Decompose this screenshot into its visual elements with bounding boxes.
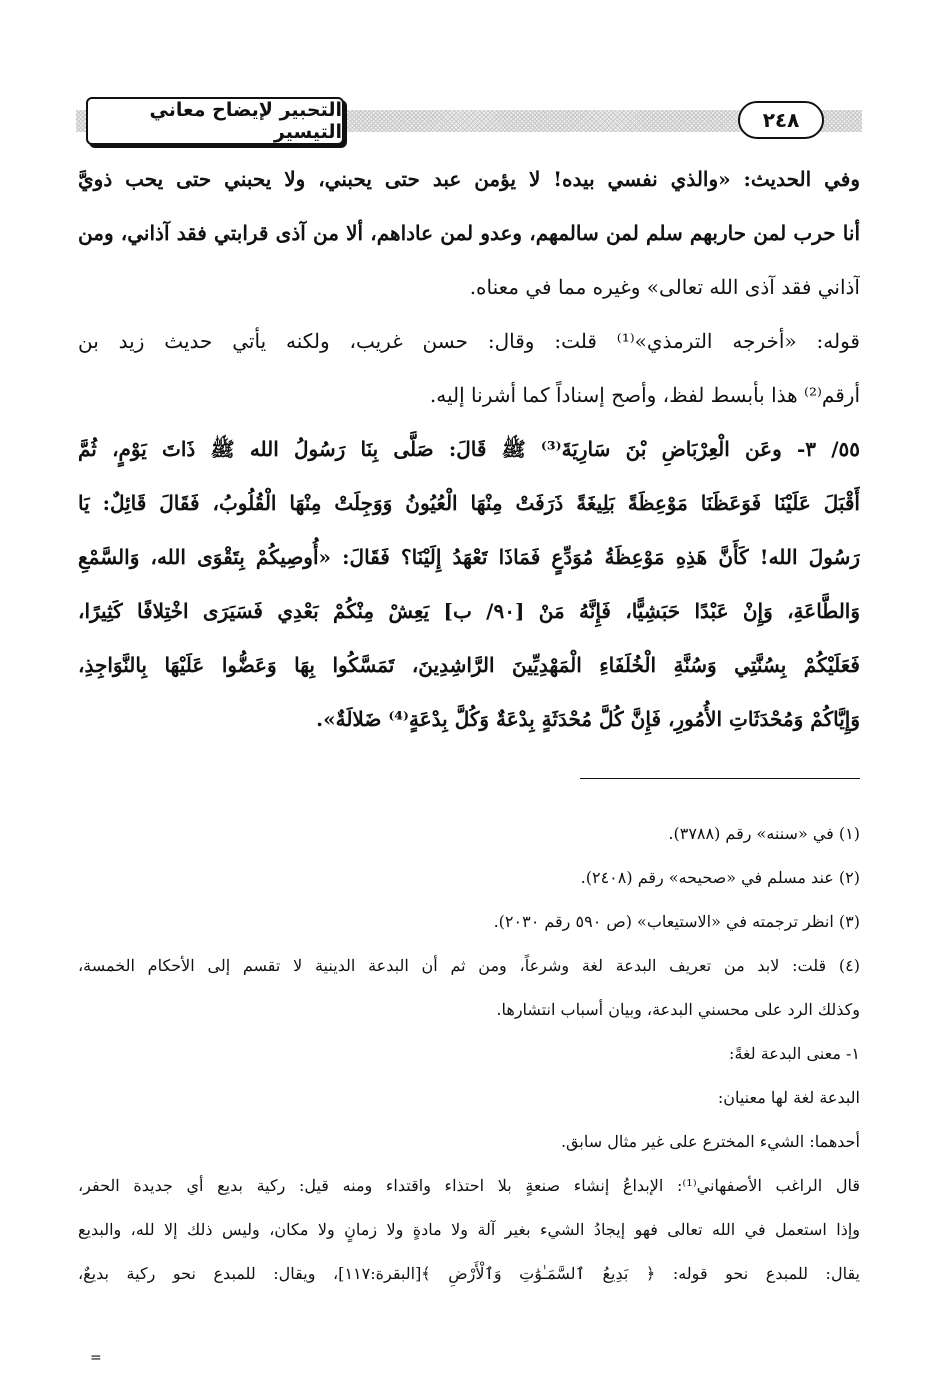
book-title: التحبير لإيضاح معاني التيسير <box>149 99 342 143</box>
footnote-4-cont: ١- معنى البدعة لغةً: <box>729 1044 860 1063</box>
hadith-line: رَسُولَ الله! كَأَنَّ هَذِهِ مَوْعِظَةُ مُوَدِّعٍ فَمَاذَا تَعْهَدُ إِلَيْنَا؟ فَقَالَ: «أُوصِيكُمْ بِتَقْوَى الله، وَالسَّمْعِ <box>78 545 860 569</box>
hadith-line: وَإِيَّاكُمْ وَمُحْدَثَاتِ الأُمُورِ، فَإِنَّ كُلَّ مُحْدَثَةٍ بِدْعَةٌ وَكُلَّ بِدْعَةٍ⁽⁴⁾ ضَلالَةٌ». <box>316 707 860 731</box>
footnote-4-cont: أحدهما: الشيء المخترع على غير مثال سابق. <box>560 1132 860 1151</box>
continuation-mark: = <box>90 1350 102 1366</box>
main-text <box>78 152 860 746</box>
page-number: ٢٤٨ <box>762 108 800 132</box>
hadith-line: ٥٥/ ٣- وعَن الْعِرْبَاضِ بْنَ سَارِيَةَ⁽³⁾ ﷺ قَالَ: صَلَّى بِنَا رَسُولُ الله ﷺ ذَاتَ يَوْمٍ، ثُمَّ <box>78 437 860 461</box>
text-line: آذاني فقد آذى الله تعالى» وغيره مما في معناه. <box>469 275 860 299</box>
footnote-4: (٤) قلت: لابد من تعريف البدعة لغة وشرعاً، ومن ثم أن البدعة الدينية لا تقسم إلى الأحكام الخمسة، <box>78 956 860 975</box>
paragraph-hadith-quote <box>78 152 860 314</box>
hadith-line: وَالطَّاعَةِ، وَإِنْ عَبْدًا حَبَشِيًّا، فَإِنَّهُ مَنْ [٩٠/ ب] يَعِشْ مِنْكُمْ بَعْدِي فَسَيَرَى اخْتِلافًا كَثِيرًا، <box>78 599 860 623</box>
footnote-4-cont: قال الراغب الأصفهاني⁽¹⁾: الإبداعُ إنشاء صنعةٍ بلا احتذاء واقتداء ومنه قيل: ركية بديع أي جديدة الحفر، <box>78 1176 860 1195</box>
footnote-4-cont: يقال: للمبدع نحو قوله: ﴿ بَدِيعُ ٱلسَّمَـٰوَٰتِ وَٱلْأَرْضِ ﴾[البقرة:١١٧]، ويقال: للمبدع نحو ركية بديعٌ، <box>78 1264 860 1283</box>
text-line: قوله: «أخرجه الترمذي»⁽¹⁾ قلت: وقال: حسن غريب، ولكنه يأتي حديث زيد بن <box>78 329 860 353</box>
book-title-box <box>86 97 344 145</box>
footnote-2: (٢) عند مسلم في «صحيحه» رقم (٢٤٠٨). <box>580 868 860 887</box>
hadith-irbad <box>78 422 860 746</box>
hadith-line: أَقْبَلَ عَلَيْنَا فَوَعَظَنَا مَوْعِظَةً بَلِيغَةً ذَرَفَتْ مِنْهَا الْعُيُونُ وَوَجِلَتْ مِنْهَا الْقُلُوبُ، فَقَالَ قَائِلٌ: يَا <box>78 491 860 515</box>
footnote-1: (١) في «سننه» رقم (٣٧٨٨). <box>668 824 860 843</box>
hadith-line: فَعَلَيْكُمْ بِسُنَّتِي وَسُنَّةِ الْخُلَفَاءِ الْمَهْدِيِّينَ الرَّاشِدِينَ، تَمَسَّكُوا بِهَا وَعَضُّوا عَلَيْهَا بِالنَّوَاجِذِ، <box>78 653 860 677</box>
page-header <box>76 97 862 145</box>
footnote-4-cont: البدعة لغة لها معنيان: <box>717 1088 860 1107</box>
page-number-box <box>738 101 824 139</box>
footnote-3: (٣) انظر ترجمته في «الاستيعاب» (ص ٥٩٠ رقم ٢٠٣٠). <box>493 912 860 931</box>
text-line: وفي الحديث: «والذي نفسي بيده! لا يؤمن عبد حتى يحبني، ولا يحبني حتى يحب ذويَّ <box>78 167 860 191</box>
footnote-4-cont: وإذا استعمل في الله تعالى فهو إيجادُ الشيء بغير آلة ولا مادةٍ ولا زمانٍ ولا مكان، وليس ذلك إلا لله، والبديع <box>78 1220 860 1239</box>
text-line: أرقم⁽²⁾ هذا بأبسط لفظ، وأصح إسناداً كما أشرنا إليه. <box>429 383 860 407</box>
paragraph-tirmidhi <box>78 314 860 422</box>
text-line: أنا حرب لمن حاربهم سلم لمن سالمهم، وعدو لمن عاداهم، ألا من آذى قرابتي فقد آذاني، ومن <box>78 221 860 245</box>
footnote-4-cont: وكذلك الرد على محسني البدعة، وبيان أسباب انتشارها. <box>496 1000 860 1019</box>
footnote-divider <box>580 778 860 779</box>
footnotes <box>78 812 860 1296</box>
